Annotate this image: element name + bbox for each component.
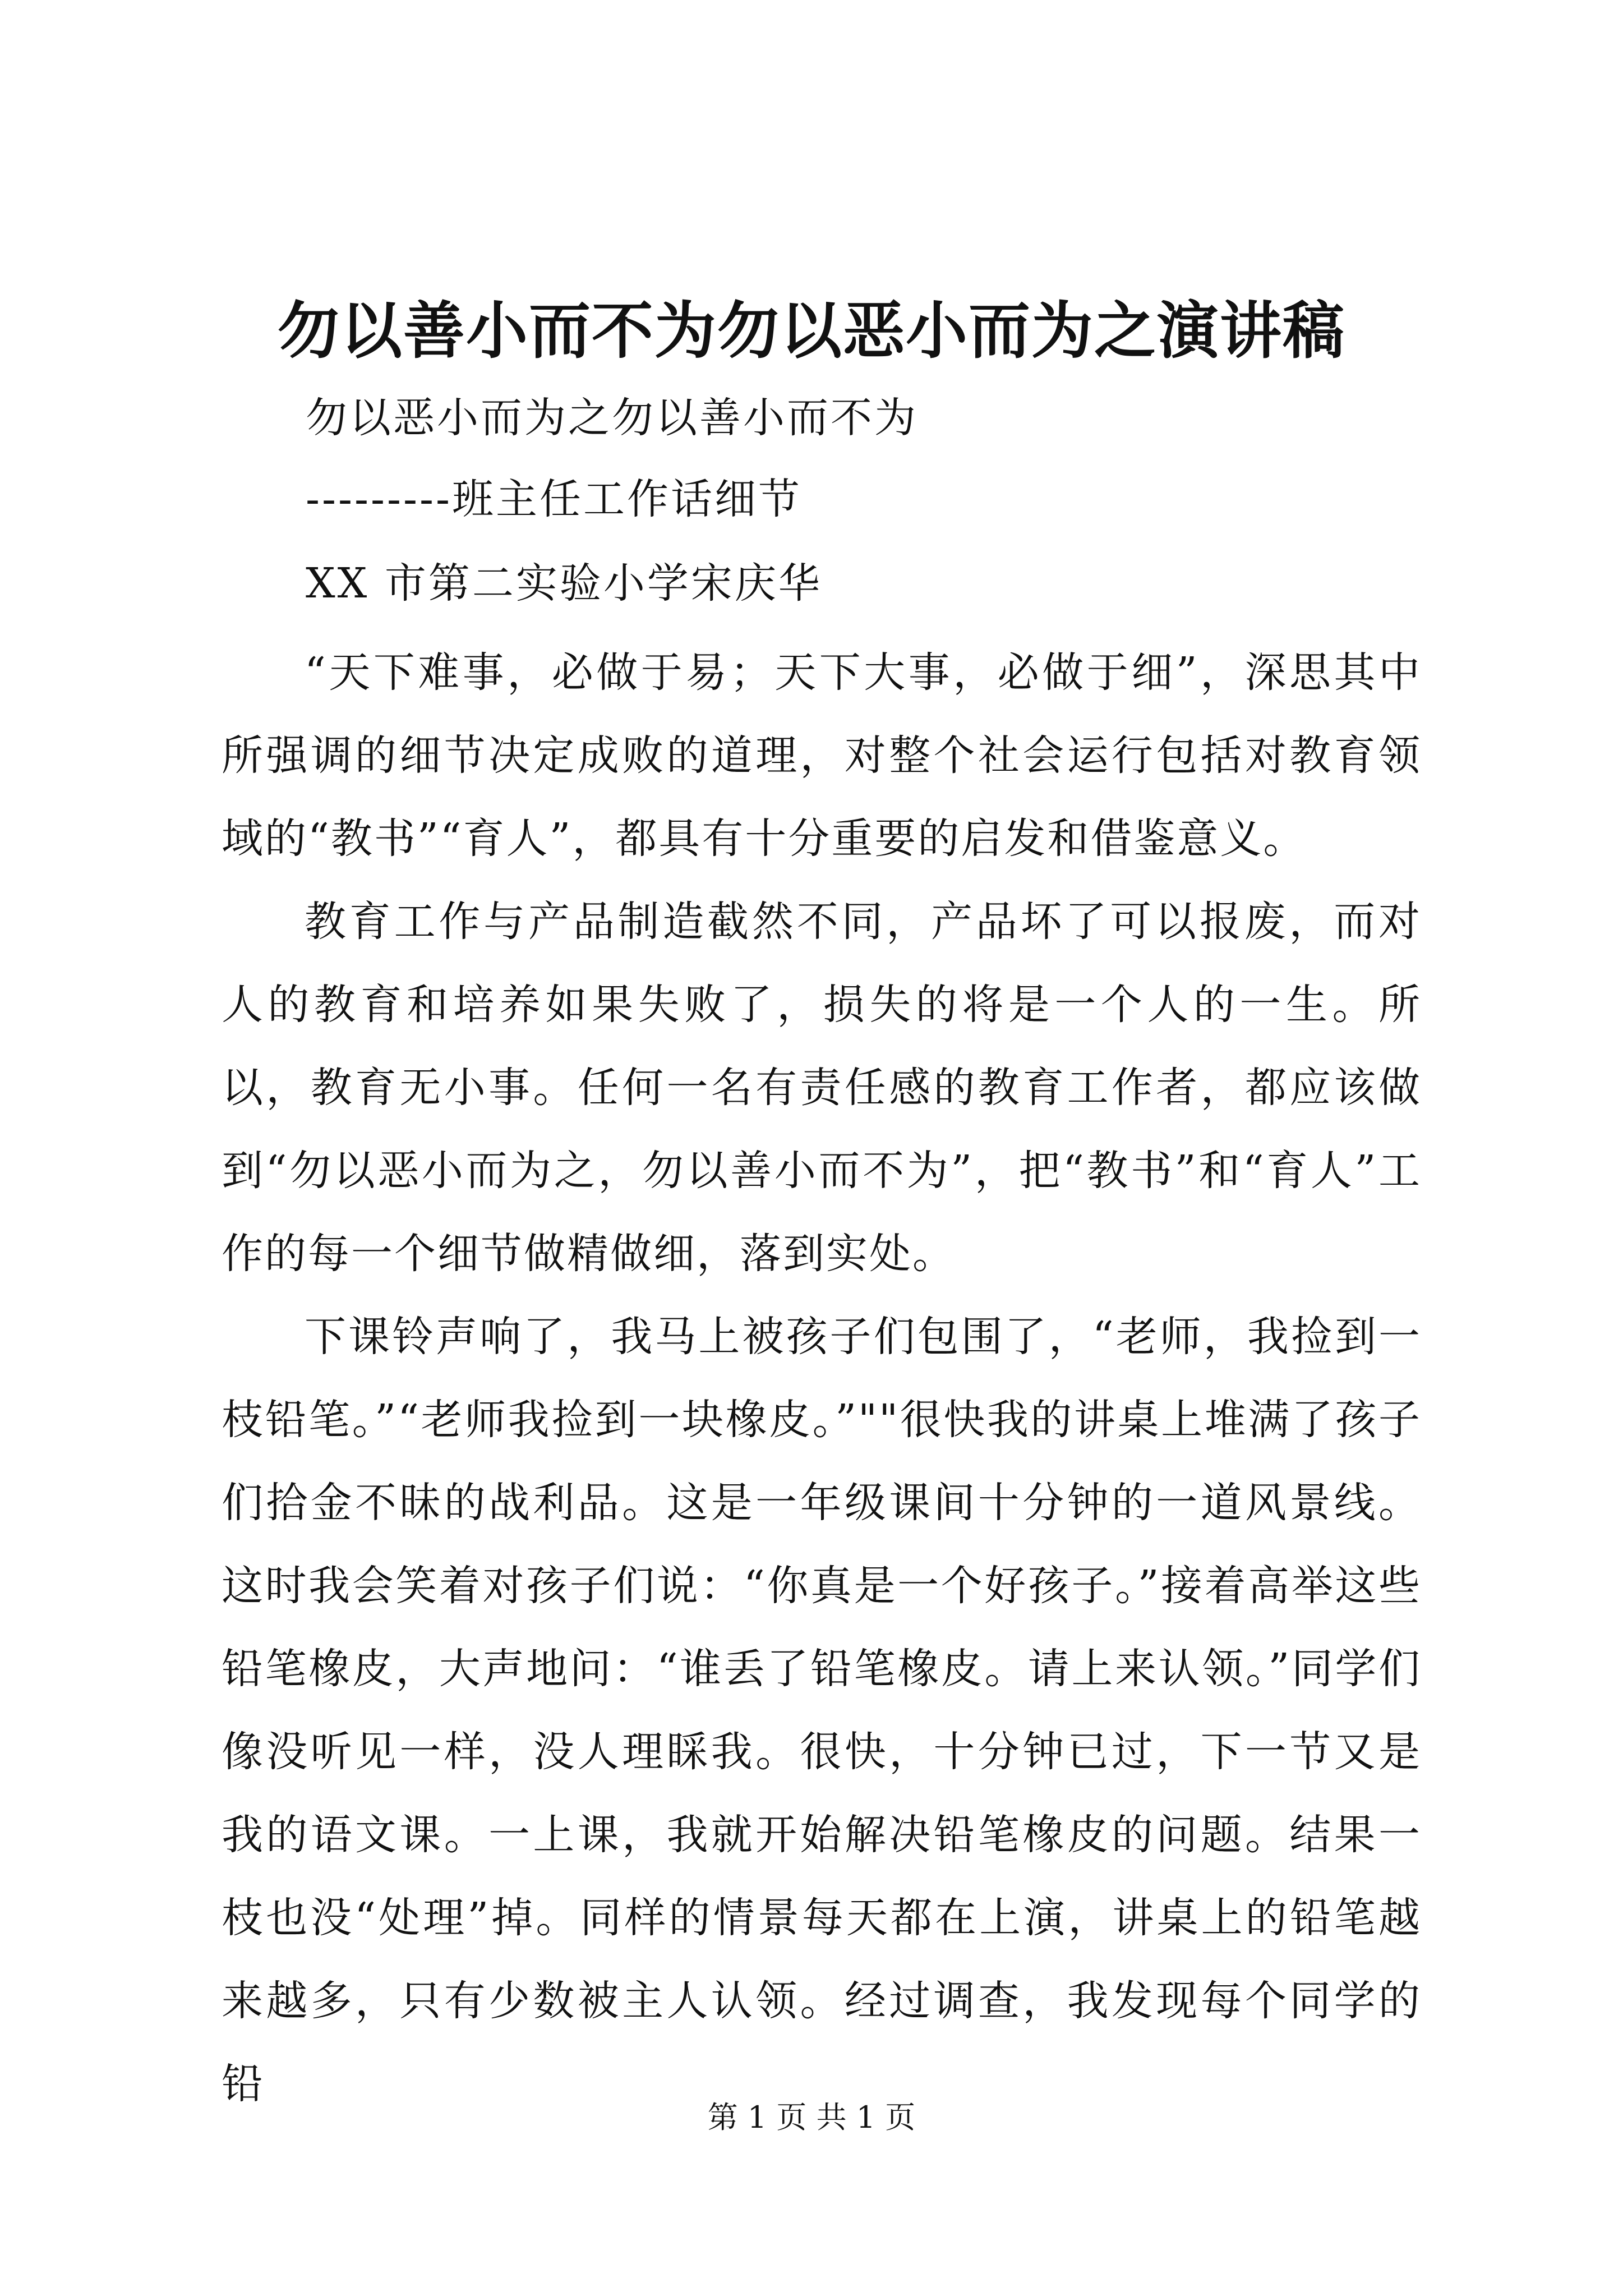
document-author: XX 市第二实验小学宋庆华 (306, 559, 822, 608)
body-paragraph: 下课铃声响了，我马上被孩子们包围了，“老师，我捡到一枝铅笔。”“老师我捡到一块橡皮。”""很快我的讲桌上堆满了孩子们拾金不昧的战利品。这是一年级课间十分钟的一道风景线。这时我会笑着对孩子们说：“你真是一个好孩子。”接着高举这些铅笔橡皮，大声地问：“谁丢了铅笔橡皮。请上来认领。”同学们像没听见一样，没人理睬我。很快，十分钟已过，下一节又是我的语文课。一上课，我就开始解决铅笔橡皮的问题。结果一枝也没“处理”掉。同样的情景每天都在上演，讲桌上的铅笔越来越多，只有少数被主人认领。经过调查，我发现每个同学的铅 (222, 1313, 1422, 2108)
body-paragraph: 教育工作与产品制造截然不同，产品坏了可以报废，而对人的教育和培养如果失败了，损失的将是一个人的一生。所以，教育无小事。任何一名有责任感的教育工作者，都应该做到“勿以恶小而为之，勿以善小而不为”，把“教书”和“育人”工作的每一个细节做精做细，落到实处。 (222, 898, 1422, 1278)
body-paragraph: “天下难事，必做于易；天下大事，必做于细”，深思其中所强调的细节决定成败的道理，对整个社会运行包括对教育领域的“教书”“育人”，都具有十分重要的启发和借鉴意义。 (222, 648, 1422, 863)
document-subtitle: 勿以恶小而为之勿以善小而不为 (306, 394, 918, 442)
page-number-footer: 第 1 页 共 1 页 (707, 2100, 916, 2135)
document-subheading: ---------班主任工作话细节 (306, 475, 803, 523)
document-body (222, 631, 1422, 2125)
document-title: 勿以善小而不为勿以恶小而为之演讲稿 (278, 295, 1345, 367)
